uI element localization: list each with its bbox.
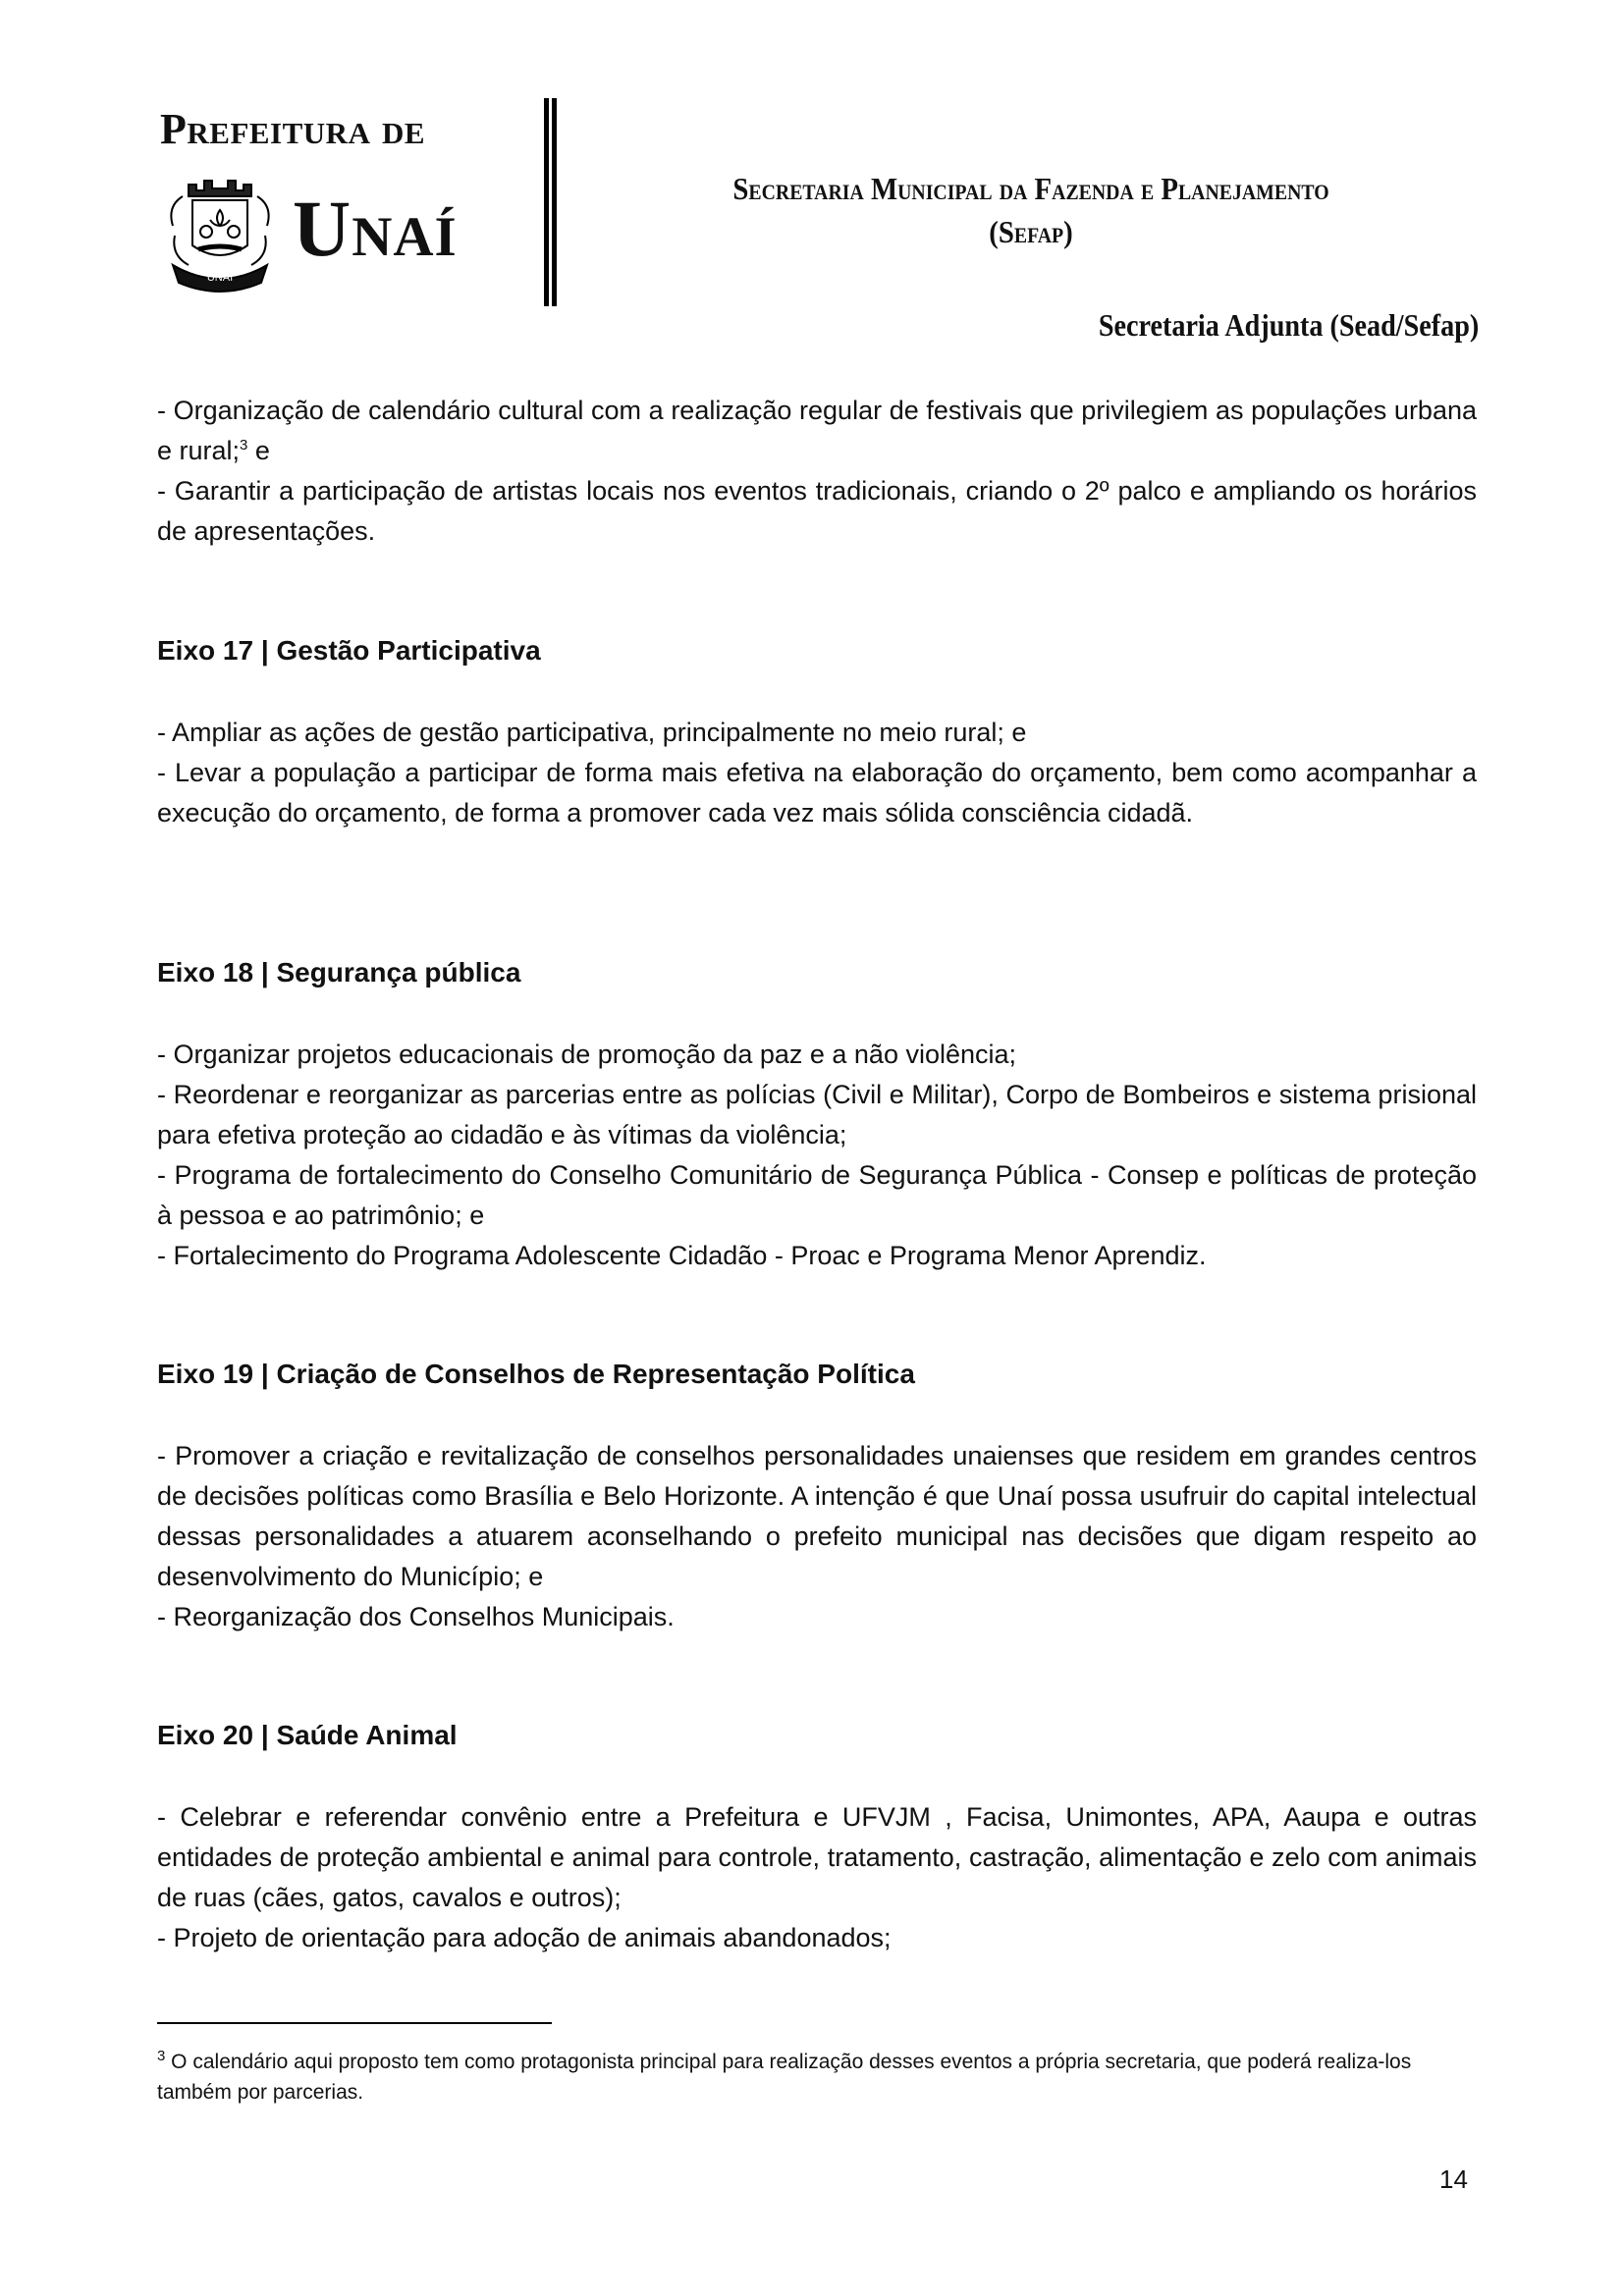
section-body-eixo-19 (157, 1436, 1477, 1637)
list-item-tail: e (247, 436, 270, 465)
org-name-line1: Prefeitura de (160, 105, 426, 153)
list-item: - Celebrar e referendar convênio entre a Prefeitura e UFVJM , Facisa, Unimontes, APA, Aaupa e outras entidades de proteção ambiental e animal para controle, tratamento, castração, alimentação e zelo com animais de ruas (cães, gatos, cavalos e outros); (157, 1802, 1477, 1912)
crest-motto: UNAÍ (206, 272, 234, 284)
section-body-eixo-18 (157, 1035, 1477, 1276)
secretariat-title-line2: (Sefap) (989, 214, 1073, 249)
list-item: - Programa de fortalecimento do Conselho Comunitário de Segurança Pública - Consep e políticas de proteção à pessoa e ao patrimônio; e (157, 1160, 1477, 1230)
list-item: - Projeto de orientação para adoção de animais abandonados; (157, 1923, 892, 1952)
section-body-eixo-17 (157, 713, 1477, 833)
footnote (157, 2047, 1477, 2108)
list-item: - Levar a população a participar de forma mais efetiva na elaboração do orçamento, bem como acompanhar a execução do orçamento, de forma a promover cada vez mais sólida consciência cidadã. (157, 758, 1477, 828)
list-item-text: - Organização de calendário cultural com a realização regular de festivais que privilegiem as populações urbana e rural; (157, 396, 1477, 465)
section-heading-eixo-17: Eixo 17 | Gestão Participativa (157, 635, 541, 666)
city-crest-icon (159, 167, 281, 294)
footnote-ref[interactable]: 3 (240, 437, 248, 454)
list-item: - Promover a criação e revitalização de conselhos personalidades unaienses que residem em grandes centros de decisões políticas como Brasília e Belo Horizonte. A intenção é que Unaí possa usufruir do capital intelectual dessas personalidades a atuarem aconselhando o prefeito municipal nas decisões que digam respeito ao desenvolvimento do Município; e (157, 1441, 1477, 1591)
list-item: - Fortalecimento do Programa Adolescente Cidadão - Proac e Programa Menor Aprendiz. (157, 1241, 1207, 1270)
header-divider-right (552, 98, 557, 306)
secretariat-title-line1: Secretaria Municipal da Fazenda e Planejamento (732, 171, 1329, 206)
section-heading-eixo-20: Eixo 20 | Saúde Animal (157, 1720, 458, 1750)
list-item: - Reorganização dos Conselhos Municipais. (157, 1602, 675, 1631)
sub-secretariat: Secretaria Adjunta (Sead/Sefap) (1098, 307, 1479, 343)
footnote-separator (157, 2022, 552, 2024)
org-name-line2: Unaí (293, 184, 458, 273)
intro-block (157, 391, 1477, 552)
list-item: - Reordenar e reorganizar as parcerias entre as polícias (Civil e Militar), Corpo de Bombeiros e sistema prisional para efetiva proteção ao cidadão e às vítimas da violência; (157, 1080, 1477, 1149)
header-divider-left (544, 98, 549, 306)
page-number: 14 (1439, 2164, 1468, 2194)
list-item (157, 391, 1477, 471)
list-item: - Garantir a participação de artistas locais nos eventos tradicionais, criando o 2º palco e ampliando os horários de apresentações. (157, 476, 1477, 546)
list-item: - Organizar projetos educacionais de promoção da paz e a não violência; (157, 1040, 1017, 1069)
section-body-eixo-20 (157, 1797, 1477, 1958)
section-heading-eixo-19: Eixo 19 | Criação de Conselhos de Representação Política (157, 1359, 915, 1389)
footnote-number: 3 (157, 2048, 166, 2064)
list-item: - Ampliar as ações de gestão participativa, principalmente no meio rural; e (157, 718, 1027, 747)
secretariat-title (633, 167, 1429, 253)
footnote-text: O calendário aqui proposto tem como protagonista principal para realização desses eventos a própria secretaria, que poderá realiza-los também por parcerias. (157, 2051, 1412, 2104)
section-heading-eixo-18: Eixo 18 | Segurança pública (157, 957, 521, 988)
